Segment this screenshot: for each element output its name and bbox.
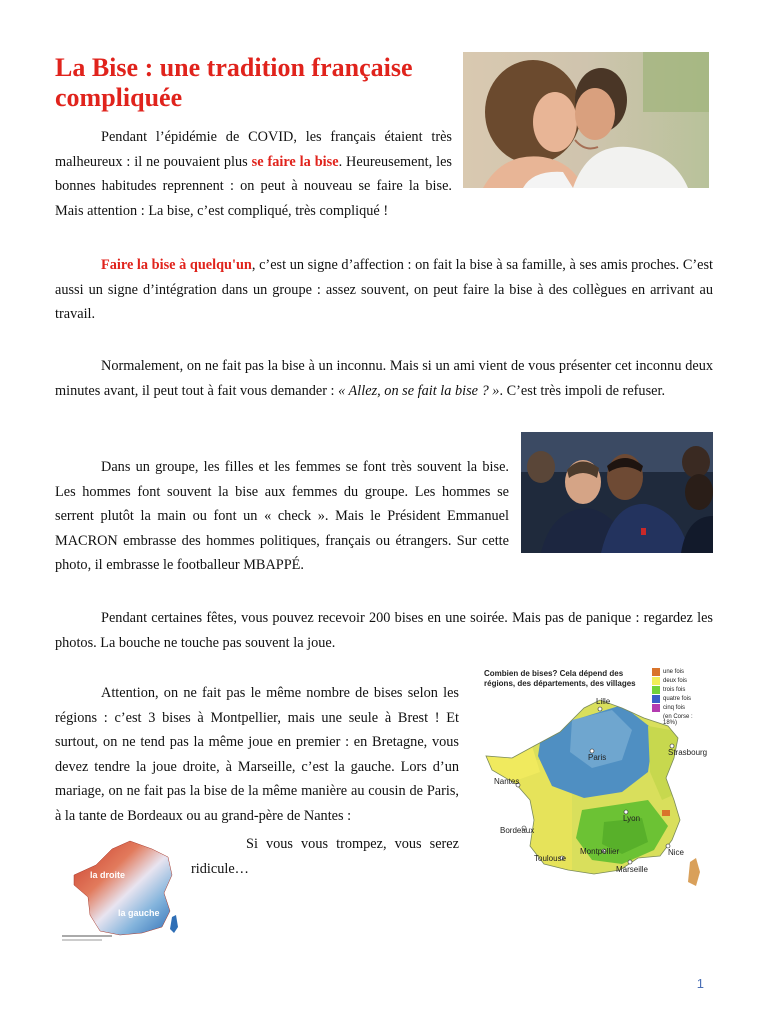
paragraph-intro-text-b: . Heureusement, les bonnes habitudes reprennent : on peut à nouveau se faire la bise. Mais attention : La bise, c’est compliqué, très compliqué ! [55, 153, 452, 219]
city-strasbourg: Strasbourg [668, 748, 708, 757]
keyword-faire-la-bise: Faire la bise à quelqu'un [101, 257, 252, 273]
city-toulouse: Toulouse [534, 854, 567, 863]
city-nantes: Nantes [494, 777, 520, 786]
page-number: 1 [696, 976, 704, 991]
city-bordeaux: Bordeaux [500, 826, 535, 835]
paragraph-groupe [55, 455, 509, 578]
label-la-gauche: la gauche [118, 908, 160, 918]
paragraph-fetes-text: Pendant certaines fêtes, vous pouvez recevoir 200 bises en une soirée. Mais pas de panique : regardez les photos. La bouche ne touche pas souvent la joue. [55, 610, 713, 651]
france-bises-map [472, 660, 708, 900]
city-paris: Paris [588, 753, 607, 762]
city-montpellier: Montpellier [580, 847, 620, 856]
legend-label: trois fois [663, 687, 686, 693]
legend-label: quatre fois [663, 696, 692, 702]
city-marseille: Marseille [616, 865, 649, 874]
paragraph-inconnu-text-b: . C’est très impoli de refuser. [499, 382, 666, 399]
legend-label: deux fois [663, 678, 688, 684]
cheek-side-map [60, 835, 184, 945]
paragraph-regions-text: Attention, on ne fait pas le même nombre de bises selon les régions : c’est 3 bises à Montpellier, mais une seule à Brest ! Et surtout, on ne tend pas la même joue en premier : en Bretagne, vous devez tendre la joue droite, à Marseille, c’est la gauche. Lors d’un mariage, on ne fait pas la bise de la même manière au cousin de Paris, à la tante de Bordeaux ou au grand-père de Nantes : [55, 685, 459, 824]
map-title-line2: régions, des départements, des villages [484, 679, 636, 688]
city-lyon: Lyon [623, 814, 641, 823]
quote-allez: « Allez, on se fait la bise ? » [338, 382, 500, 399]
city-lille: Lille [596, 697, 611, 706]
macron-mbappe-photo [521, 432, 713, 553]
paragraph-groupe-text: Dans un groupe, les filles et les femmes se font très souvent la bise. Les hommes font souvent la bise aux femmes du groupe. Les hommes se serrent plutôt la main ou font un « check ». Mais le Président Emmanuel MACRON embrasse des hommes politiques, français ou étrangers. Sur cette photo, il embrasse le footballeur MBAPPÉ. [55, 459, 509, 573]
paragraph-affection-text: , c’est un signe d’affection : on fait la bise à sa famille, à ses amis proches. C’est aussi un signe d’intégration dans un groupe : assez souvent, on peut faire la bise à des collègues en arrivant au travail. [55, 257, 713, 322]
paragraph-inconnu-text-a: Normalement, on ne fait pas la bise à un inconnu. Mais si un ami vient de vous présenter cet inconnu deux minutes avant, il peut tout à fait vous demander : [55, 358, 713, 399]
legend-label: cinq fois [663, 705, 686, 711]
page-title: La Bise : une tradition française compliquée [55, 53, 413, 112]
paragraph-inconnu [55, 354, 713, 403]
paragraph-ridicule-text: Si vous vous trompez, vous serez ridicule… [191, 836, 459, 877]
city-nice: Nice [668, 848, 685, 857]
legend-label: une fois [663, 669, 685, 675]
couple-kiss-photo [463, 52, 709, 188]
paragraph-regions [55, 681, 459, 828]
map-title-line1: Combien de bises? Cela dépend des [484, 669, 624, 678]
paragraph-ridicule [191, 832, 459, 881]
legend-label: (en Corse : 18%) [663, 714, 693, 726]
keyword-se-faire-la-bise: se faire la bise [251, 153, 339, 170]
paragraph-affection [55, 253, 713, 327]
label-la-droite: la droite [90, 870, 126, 880]
paragraph-fetes [55, 606, 713, 655]
paragraph-intro-text-a: Pendant l’épidémie de COVID, les français étaient très malheureux : il ne pouvaient plus [55, 129, 452, 170]
paragraph-intro [55, 125, 452, 223]
